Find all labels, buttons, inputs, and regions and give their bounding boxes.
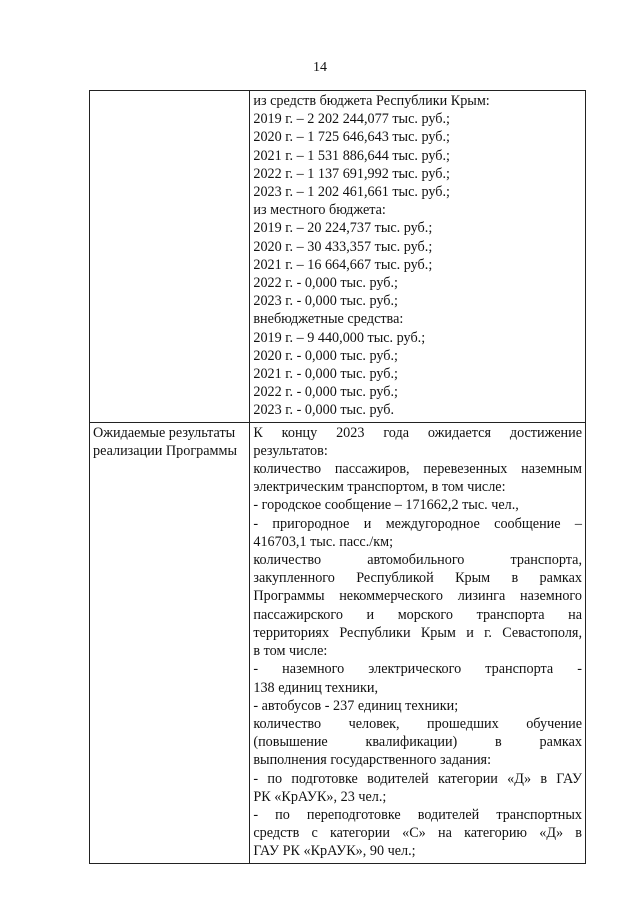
table-row-expected-results — [90, 422, 586, 863]
expected-results-line: выполнения государственного задания: — [253, 752, 492, 769]
financing-value-cell — [250, 91, 586, 423]
financing-label-cell — [90, 91, 250, 423]
expected-results-line: закупленного Республикой Крым в рамках — [253, 570, 582, 587]
financing-line: 2021 г. – 1 531 886,644 тыс. руб.; — [253, 147, 451, 164]
financing-line: 2022 г. - 0,000 тыс. руб.; — [253, 384, 398, 401]
expected-results-line: в том числе: — [253, 643, 328, 660]
financing-line: 2019 г. – 2 202 244,077 тыс. руб.; — [253, 111, 451, 128]
financing-line: 2019 г. – 9 440,000 тыс. руб.; — [253, 329, 426, 346]
expected-results-line: 416703,1 тыс. пасс./км; — [253, 533, 394, 550]
expected-results-line: (повышение квалификации) в рамках — [253, 734, 582, 751]
financing-line: 2020 г. – 30 433,357 тыс. руб.; — [253, 238, 433, 255]
expected-results-line: количество человек, прошедших обучение — [253, 715, 582, 732]
expected-results-line: электрическим транспортом, в том числе: — [253, 479, 506, 496]
financing-line: 2023 г. - 0,000 тыс. руб.; — [253, 293, 398, 310]
expected-results-line: количество пассажиров, перевезенных наземным — [253, 461, 582, 478]
expected-results-line: - по подготовке водителей категории «Д» в ГАУ — [253, 770, 582, 787]
financing-line: 2022 г. - 0,000 тыс. руб.; — [253, 275, 398, 292]
expected-results-line: - пригородное и междугородное сообщение – — [253, 515, 582, 532]
expected-results-line: территориях Республики Крым и г. Севастополя, — [253, 624, 582, 641]
page-number: 14 — [313, 60, 327, 75]
financing-line: из средств бюджета Республики Крым: — [253, 93, 490, 109]
financing-line: 2020 г. – 1 725 646,643 тыс. руб.; — [253, 129, 451, 146]
expected-results-line: Программы некоммерческого лизинга наземного — [253, 588, 582, 605]
expected-results-line: - городское сообщение – 171662,2 тыс. чел., — [253, 497, 519, 514]
financing-line: 2022 г. – 1 137 691,992 тыс. руб.; — [253, 165, 451, 182]
financing-line: внебюджетные средства: — [253, 311, 404, 328]
financing-line: 2020 г. - 0,000 тыс. руб.; — [253, 347, 398, 364]
financing-lines — [253, 92, 582, 420]
expected-results-line: результатов: — [253, 442, 328, 459]
financing-line: 2023 г. – 1 202 461,661 тыс. руб.; — [253, 184, 451, 201]
expected-results-line: пассажирского и морского транспорта на — [253, 606, 582, 623]
program-passport-table — [89, 90, 586, 864]
expected-results-value-cell — [250, 422, 586, 863]
financing-line: 2021 г. – 16 664,667 тыс. руб.; — [253, 256, 433, 273]
financing-line: 2019 г. – 20 224,737 тыс. руб.; — [253, 220, 433, 237]
expected-results-line: - наземного электрического транспорта - — [253, 661, 582, 678]
financing-line: из местного бюджета: — [253, 202, 386, 219]
expected-results-label-line1: Ожидаемые результаты — [93, 424, 236, 441]
expected-results-line: ГАУ РК «КрАУК», 90 чел.; — [253, 843, 416, 860]
expected-results-label-line2: реализации Программы — [93, 442, 238, 459]
expected-results-line: средств с категории «С» на категорию «Д» в — [253, 825, 582, 842]
expected-results-line: К концу 2023 года ожидается достижение — [253, 424, 582, 441]
expected-results-line: РК «КрАУК», 23 чел.; — [253, 788, 387, 805]
expected-results-line: количество автомобильного транспорта, — [253, 552, 582, 569]
expected-results-lines — [253, 424, 582, 861]
financing-line: 2021 г. - 0,000 тыс. руб.; — [253, 366, 398, 383]
expected-results-line: 138 единиц техники, — [253, 679, 379, 696]
expected-results-label-cell — [90, 422, 250, 863]
expected-results-line: - автобусов - 237 единиц техники; — [253, 697, 459, 714]
table-row-financing — [90, 91, 586, 423]
expected-results-line: - по переподготовке водителей транспортных — [253, 806, 582, 823]
financing-line: 2023 г. - 0,000 тыс. руб. — [253, 402, 395, 419]
